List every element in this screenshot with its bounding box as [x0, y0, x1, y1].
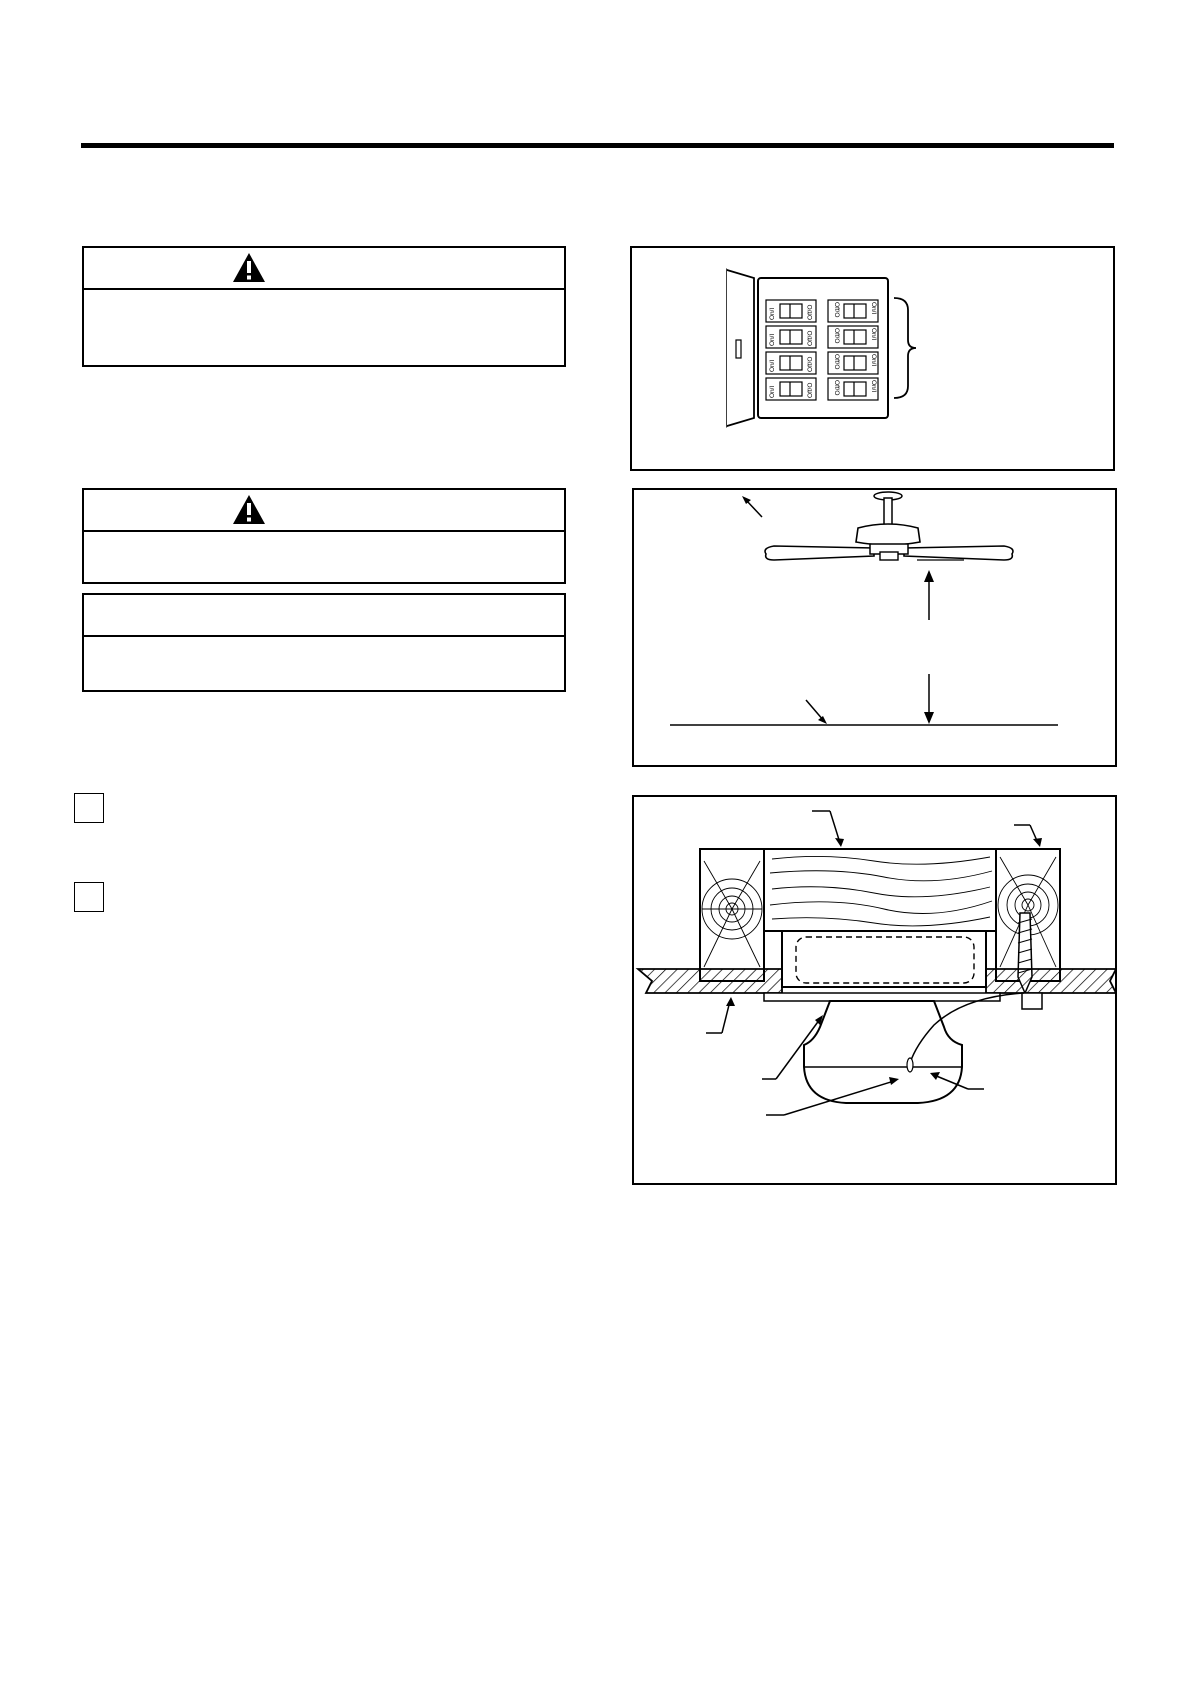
- switch-off-label: Off/O: [833, 328, 840, 344]
- fan-height-illustration: [634, 490, 1117, 767]
- breaker-panel-figure: [630, 246, 1115, 471]
- warning-header: [84, 248, 564, 290]
- switch-off-label: Off/O: [833, 302, 840, 318]
- switch-off-label: Off/O: [807, 304, 814, 320]
- switch-off-label: Off/O: [833, 354, 840, 370]
- warning-header: [84, 490, 564, 532]
- notice-header: [84, 595, 564, 637]
- notice-box: [82, 593, 566, 692]
- switch-off-label: Off/O: [807, 356, 814, 372]
- switch-on-label: On/I: [769, 359, 776, 372]
- switch-on-label: On/I: [870, 354, 877, 367]
- switch-on-label: On/I: [870, 302, 877, 315]
- step-checkbox[interactable]: [74, 793, 104, 823]
- outlet-box-illustration: [634, 797, 1117, 1185]
- switch-on-label: On/I: [870, 380, 877, 393]
- outlet-box-figure: [632, 795, 1117, 1185]
- switch-on-label: On/I: [769, 333, 776, 346]
- warning-box: [82, 246, 566, 367]
- switch-on-label: On/I: [870, 328, 877, 341]
- warning-triangle-icon: [232, 494, 266, 525]
- fan-height-figure: [632, 488, 1117, 767]
- warning-box: [82, 488, 566, 584]
- switch-off-label: Off/O: [833, 380, 840, 396]
- breaker-panel-illustration: [632, 248, 1115, 471]
- warning-triangle-icon: [232, 252, 266, 283]
- switch-on-label: On/I: [769, 307, 776, 320]
- step-checkbox[interactable]: [74, 882, 104, 912]
- switch-on-label: On/I: [769, 385, 776, 398]
- switch-off-label: Off/O: [807, 382, 814, 398]
- switch-off-label: Off/O: [807, 330, 814, 346]
- header-rule: [81, 143, 1114, 148]
